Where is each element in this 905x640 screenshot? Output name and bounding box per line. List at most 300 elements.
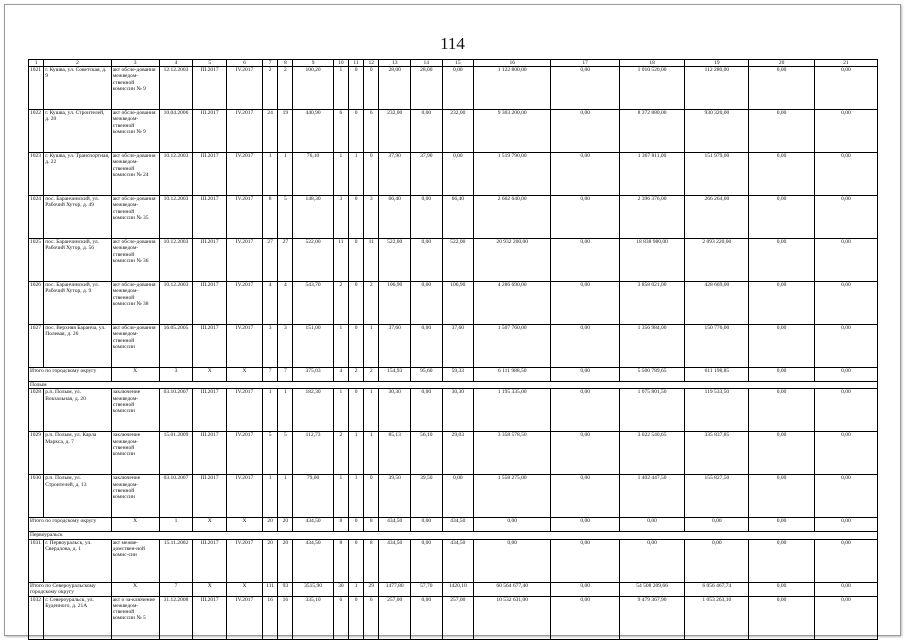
- table-cell: 7: [278, 368, 293, 382]
- column-number: 14: [410, 60, 442, 67]
- table-cell: 1: [333, 389, 348, 432]
- table-cell: IV.2017: [227, 110, 263, 153]
- table-cell: р.п. Полым, ул. Строителей, д. 13: [44, 475, 111, 518]
- table-cell: 0,00: [814, 282, 877, 325]
- table-cell: 0,00: [749, 475, 814, 518]
- table-cell: 1420,10: [442, 582, 474, 596]
- table-cell: 1: [348, 475, 363, 518]
- table-cell: 0,00: [410, 539, 442, 582]
- table-cell: 0,00: [749, 110, 814, 153]
- table-cell: IV.2017: [227, 475, 263, 518]
- table-cell: 0,00: [410, 110, 442, 153]
- table-cell: 2: [333, 432, 348, 475]
- total-row: [29, 368, 878, 382]
- table-cell: 1027: [29, 325, 44, 368]
- column-number: 15: [442, 60, 474, 67]
- table-cell: 1 507 760,00: [474, 325, 551, 368]
- table-cell: 0,00: [410, 389, 442, 432]
- table-cell: 232,00: [442, 110, 474, 153]
- table-cell: 4 286 690,00: [474, 282, 551, 325]
- table-cell: 0: [348, 67, 363, 110]
- column-number: 19: [685, 60, 749, 67]
- table-cell: 0,00: [749, 518, 814, 532]
- table-cell: 6: [333, 110, 348, 153]
- table-cell: 03.10.2007: [159, 389, 193, 432]
- table-cell: пос. Баранчинский, ул. Рабочий Хутор, д. 9: [44, 282, 111, 325]
- table-cell: 3: [364, 196, 379, 239]
- table-cell: 0,00: [619, 539, 684, 582]
- table-cell: 182,30: [293, 389, 333, 432]
- table-cell: 151 979,00: [685, 153, 749, 196]
- table-cell: 100,20: [293, 67, 333, 110]
- table-cell: 1: [278, 153, 293, 196]
- table-cell: 60 564 677,40: [474, 582, 551, 596]
- table-cell: 0,00: [551, 582, 620, 596]
- table-row: [29, 110, 878, 153]
- table-cell: пос. Баранчинский, ул. Рабочий Хутор, д. 49: [44, 196, 111, 239]
- table-cell: г. Кушва, ул. Советская, д. 9: [44, 67, 111, 110]
- table-cell: 7: [159, 582, 193, 596]
- table-cell: 3: [262, 325, 277, 368]
- table-cell: 2 093 220,00: [685, 239, 749, 282]
- table-cell: III.2017: [193, 153, 227, 196]
- table-cell: 112,73: [293, 432, 333, 475]
- column-number: 7: [262, 60, 277, 67]
- column-number: 5: [193, 60, 227, 67]
- total-label: Итого по Североуральскому городскому округу: [29, 582, 112, 596]
- table-cell: 54 508 209,66: [619, 582, 684, 596]
- table-cell: 30,30: [379, 389, 411, 432]
- table-row: [29, 325, 878, 368]
- table-cell: IV.2017: [227, 596, 263, 639]
- table-cell: 1026: [29, 282, 44, 325]
- table-cell: 1: [278, 389, 293, 432]
- table-cell: 0: [348, 282, 363, 325]
- table-cell: 27: [278, 239, 293, 282]
- table-cell: акт о за-ключение межведом-ственной комиссии № 5: [111, 596, 159, 639]
- table-cell: IV.2017: [227, 196, 263, 239]
- table-cell: 20: [262, 539, 277, 582]
- table-cell: 0,00: [814, 389, 877, 432]
- column-number: 10: [333, 60, 348, 67]
- table-cell: акт межве-домствен-ной комис-сии: [111, 539, 159, 582]
- table-cell: 0,00: [551, 596, 620, 639]
- table-body: [29, 60, 878, 640]
- table-cell: акт обсле-дования межведом-ственной комиссии № 9: [111, 110, 159, 153]
- table-cell: 1 075 801,50: [619, 389, 684, 432]
- table-cell: 66,40: [379, 196, 411, 239]
- table-cell: 76,10: [293, 153, 333, 196]
- table-cell: 11: [364, 239, 379, 282]
- table-cell: 0,00: [551, 389, 620, 432]
- table-cell: IV.2017: [227, 282, 263, 325]
- table-cell: 0,00: [551, 153, 620, 196]
- table-cell: 3: [333, 196, 348, 239]
- table-cell: 1 053 263,10: [685, 596, 749, 639]
- table-cell: 2: [348, 368, 363, 382]
- table-cell: 2: [364, 368, 379, 382]
- column-number: 13: [379, 60, 411, 67]
- table-row: [29, 539, 878, 582]
- table-cell: 4: [333, 368, 348, 382]
- table-cell: 0,00: [814, 153, 877, 196]
- column-number: 2: [44, 60, 111, 67]
- table-cell: 0,00: [749, 368, 814, 382]
- table-cell: 0: [348, 110, 363, 153]
- column-number: 9: [293, 60, 333, 67]
- table-cell: 2 396 376,00: [619, 196, 684, 239]
- group-label: Полым: [29, 382, 878, 389]
- table-cell: 8: [262, 196, 277, 239]
- table-cell: 1032: [29, 596, 44, 639]
- table-cell: 522,00: [293, 239, 333, 282]
- table-cell: 0: [348, 539, 363, 582]
- table-cell: 0: [348, 389, 363, 432]
- table-cell: 15.11.2002: [159, 539, 193, 582]
- table-cell: 31.12.2008: [159, 596, 193, 639]
- table-cell: 0,00: [749, 432, 814, 475]
- table-cell: 1 356 984,00: [619, 325, 684, 368]
- column-number: 20: [749, 60, 814, 67]
- table-cell: акт обсле-дования межведом-ственной комиссии № 36: [111, 239, 159, 282]
- table-cell: IV.2017: [227, 67, 263, 110]
- table-cell: 19: [278, 110, 293, 153]
- table-cell: 0: [348, 518, 363, 532]
- table-cell: 57,70: [410, 582, 442, 596]
- table-cell: р.п. Полым, ул. Вокзальная, д. 20: [44, 389, 111, 432]
- table-cell: 0,00: [474, 518, 551, 532]
- table-cell: 0,00: [814, 196, 877, 239]
- table-cell: III.2017: [193, 539, 227, 582]
- table-cell: 8: [364, 539, 379, 582]
- table-cell: 335 837,85: [685, 432, 749, 475]
- table-cell: 8 372 880,00: [619, 110, 684, 153]
- table-cell: 151,00: [293, 325, 333, 368]
- table-cell: 0,00: [551, 282, 620, 325]
- table-cell: 20: [278, 539, 293, 582]
- table-cell: 148,30: [293, 196, 333, 239]
- table-cell: 375,03: [293, 368, 333, 382]
- table-cell: 428 669,00: [685, 282, 749, 325]
- table-cell: 0,00: [551, 368, 620, 382]
- table-cell: 1: [348, 582, 363, 596]
- table-cell: 0: [364, 475, 379, 518]
- table-cell: 37,60: [442, 325, 474, 368]
- table-cell: 6 056 467,74: [685, 582, 749, 596]
- table-cell: 1 519 790,00: [474, 153, 551, 196]
- table-cell: 434,50: [293, 539, 333, 582]
- table-cell: III.2017: [193, 475, 227, 518]
- table-cell: 1 558 275,00: [474, 475, 551, 518]
- table-cell: 0: [348, 325, 363, 368]
- table-cell: 0,00: [814, 475, 877, 518]
- table-cell: 0,00: [814, 596, 877, 639]
- table-cell: 0,00: [551, 518, 620, 532]
- table-cell: 79,00: [293, 475, 333, 518]
- table-cell: 0,00: [749, 325, 814, 368]
- table-cell: 0,00: [749, 389, 814, 432]
- table-cell: 16: [278, 596, 293, 639]
- table-row: [29, 153, 878, 196]
- table-cell: 1 010 520,00: [619, 67, 684, 110]
- table-cell: 10 532 631,00: [474, 596, 551, 639]
- table-cell: 30,30: [442, 389, 474, 432]
- table-cell: 150 776,00: [685, 325, 749, 368]
- table-cell: 18 838 980,00: [619, 239, 684, 282]
- table-cell: 155 827,50: [685, 475, 749, 518]
- group-row: [29, 532, 878, 539]
- table-cell: 434,50: [442, 518, 474, 532]
- table-cell: 522,00: [442, 239, 474, 282]
- table-cell: 3: [159, 368, 193, 382]
- table-cell: 0,00: [749, 282, 814, 325]
- table-cell: X: [111, 582, 159, 596]
- table-cell: 1025: [29, 239, 44, 282]
- table-cell: 2 662 640,00: [474, 196, 551, 239]
- table-cell: 30: [333, 582, 348, 596]
- table-cell: 24: [262, 110, 277, 153]
- table-cell: III.2017: [193, 596, 227, 639]
- table-cell: IV.2017: [227, 432, 263, 475]
- table-cell: 9 479 367,90: [619, 596, 684, 639]
- table-cell: X: [227, 518, 263, 532]
- table-cell: 1: [159, 518, 193, 532]
- table-cell: X: [227, 368, 263, 382]
- table-cell: 7: [262, 368, 277, 382]
- table-cell: 0: [364, 67, 379, 110]
- table-cell: 611 198,85: [685, 368, 749, 382]
- table-cell: 39,50: [379, 475, 411, 518]
- table-cell: 0,00: [410, 325, 442, 368]
- table-cell: 0,00: [814, 432, 877, 475]
- table-cell: 6: [364, 596, 379, 639]
- table-cell: 2: [262, 67, 277, 110]
- total-row: [29, 518, 878, 532]
- table-cell: 440,90: [293, 110, 333, 153]
- table-cell: 37,90: [410, 153, 442, 196]
- table-cell: 20: [278, 518, 293, 532]
- table-cell: 0: [364, 153, 379, 196]
- table-cell: 1022: [29, 110, 44, 153]
- table-cell: 15.01.2009: [159, 432, 193, 475]
- table-cell: 1 195 335,00: [474, 389, 551, 432]
- table-cell: 1: [348, 432, 363, 475]
- table-cell: г. Первоуральск, ул. Свердлова, д. 1: [44, 539, 111, 582]
- table-cell: 0,00: [410, 239, 442, 282]
- table-cell: 3 858 021,00: [619, 282, 684, 325]
- table-cell: 0,00: [442, 475, 474, 518]
- table-cell: III.2017: [193, 239, 227, 282]
- table-cell: 0,00: [410, 596, 442, 639]
- table-cell: 1: [333, 67, 348, 110]
- table-cell: 0,00: [814, 239, 877, 282]
- table-cell: пос. Баранчинский, ул. Рабочий Хутор, д. 56: [44, 239, 111, 282]
- table-cell: 1: [262, 153, 277, 196]
- table-cell: 28,00: [379, 67, 411, 110]
- table-cell: 0,00: [814, 368, 877, 382]
- table-cell: IV.2017: [227, 325, 263, 368]
- table-cell: 0,00: [551, 432, 620, 475]
- table-cell: 0,00: [551, 67, 620, 110]
- table-cell: 0,00: [814, 67, 877, 110]
- table-cell: 39,50: [410, 475, 442, 518]
- table-cell: 2: [333, 282, 348, 325]
- group-label: Первоуральск: [29, 532, 878, 539]
- table-cell: 0,00: [749, 196, 814, 239]
- housing-table: [28, 59, 878, 640]
- table-cell: X: [111, 368, 159, 382]
- table-cell: 112 280,00: [685, 67, 749, 110]
- table-cell: 0,00: [410, 196, 442, 239]
- table-cell: 1 367 811,00: [619, 153, 684, 196]
- table-cell: 335,10: [293, 596, 333, 639]
- table-cell: 111: [262, 582, 277, 596]
- table-cell: 20 932 200,00: [474, 239, 551, 282]
- table-cell: 1: [364, 432, 379, 475]
- table-cell: 0: [348, 596, 363, 639]
- table-cell: 85,13: [379, 432, 411, 475]
- table-cell: 5: [278, 432, 293, 475]
- table-cell: 434,50: [379, 539, 411, 582]
- table-cell: X: [111, 518, 159, 532]
- table-cell: 2: [364, 282, 379, 325]
- table-cell: 0,00: [814, 582, 877, 596]
- column-number: 11: [348, 60, 363, 67]
- table-cell: 106,90: [379, 282, 411, 325]
- table-cell: 1031: [29, 539, 44, 582]
- table-cell: III.2017: [193, 325, 227, 368]
- table-cell: 0,00: [749, 596, 814, 639]
- table-cell: акт обсле-дования межведом-ственной комиссии № 9: [111, 67, 159, 110]
- table-cell: 0,00: [814, 325, 877, 368]
- table-cell: III.2017: [193, 110, 227, 153]
- table-cell: 1: [333, 153, 348, 196]
- table-cell: 5 500 789,65: [619, 368, 684, 382]
- table-cell: 543,70: [293, 282, 333, 325]
- table-cell: IV.2017: [227, 539, 263, 582]
- table-cell: 5: [278, 196, 293, 239]
- table-cell: 5: [262, 432, 277, 475]
- column-number-row: [29, 60, 878, 67]
- total-row: [29, 582, 878, 596]
- table-cell: 434,50: [442, 539, 474, 582]
- table-cell: акт обсле-дования межведом-ственной комиссии: [111, 325, 159, 368]
- table-cell: IV.2017: [227, 389, 263, 432]
- total-label: Итого по городскому округу: [29, 368, 112, 382]
- table-cell: IV.2017: [227, 239, 263, 282]
- table-cell: 1: [333, 325, 348, 368]
- table-cell: 6 111 988,50: [474, 368, 551, 382]
- table-cell: X: [193, 518, 227, 532]
- column-number: 3: [111, 60, 159, 67]
- table-cell: 37,60: [379, 325, 411, 368]
- table-cell: 522,00: [379, 239, 411, 282]
- table-row: [29, 67, 878, 110]
- table-row: [29, 432, 878, 475]
- table-cell: 3: [278, 325, 293, 368]
- group-row: [29, 382, 878, 389]
- table-cell: X: [227, 582, 263, 596]
- column-number: 16: [474, 60, 551, 67]
- table-cell: 3515,90: [293, 582, 333, 596]
- table-cell: 434,50: [293, 518, 333, 532]
- table-cell: 1: [364, 325, 379, 368]
- table-cell: 0,00: [749, 539, 814, 582]
- table-cell: 0,00: [410, 518, 442, 532]
- table-cell: 8: [364, 518, 379, 532]
- table-cell: 0,00: [442, 67, 474, 110]
- table-cell: 12.12.2003: [159, 67, 193, 110]
- page-number: 114: [440, 34, 465, 53]
- table-cell: 0,00: [814, 110, 877, 153]
- table-row: [29, 389, 878, 432]
- table-cell: 0,00: [685, 518, 749, 532]
- table-cell: 0,00: [749, 67, 814, 110]
- table-cell: 10.12.2003: [159, 196, 193, 239]
- table-cell: X: [193, 368, 227, 382]
- table-row: [29, 475, 878, 518]
- table-cell: IV.2017: [227, 153, 263, 196]
- column-number: 4: [159, 60, 193, 67]
- table-cell: акт обсле-дования межведом-ственной комиссии № 38: [111, 282, 159, 325]
- table-cell: акт обсле-дования межведом-ственной комиссии № 35: [111, 196, 159, 239]
- table-cell: 0,00: [619, 518, 684, 532]
- table-cell: 1024: [29, 196, 44, 239]
- column-number: 21: [814, 60, 877, 67]
- table-cell: 0,00: [410, 282, 442, 325]
- table-cell: 10.04.2006: [159, 110, 193, 153]
- table-cell: г. Кушва, ул. Строителей, д. 20: [44, 110, 111, 153]
- column-number: 6: [227, 60, 263, 67]
- table-cell: 29: [364, 582, 379, 596]
- table-row: [29, 239, 878, 282]
- table-row: [29, 196, 878, 239]
- table-cell: 11: [333, 239, 348, 282]
- table-cell: 4: [278, 282, 293, 325]
- table-cell: заключение межведом-ственной комиссии: [111, 432, 159, 475]
- table-cell: 93: [278, 582, 293, 596]
- table-cell: 0,00: [749, 153, 814, 196]
- table-cell: р.п. Полым, ул. Карла Маркса, д. 7: [44, 432, 111, 475]
- table-cell: 0,00: [551, 110, 620, 153]
- table-cell: 10.12.2003: [159, 239, 193, 282]
- table-cell: 16.05.2005: [159, 325, 193, 368]
- table-cell: III.2017: [193, 196, 227, 239]
- table-cell: 37,90: [379, 153, 411, 196]
- table-cell: 0,00: [474, 539, 551, 582]
- total-label: Итого по городскому округу: [29, 518, 112, 532]
- table-cell: 56,10: [410, 432, 442, 475]
- table-cell: 1: [262, 475, 277, 518]
- table-cell: 8: [333, 518, 348, 532]
- table-cell: 1029: [29, 432, 44, 475]
- table-cell: 0,00: [685, 539, 749, 582]
- table-cell: 0,00: [551, 475, 620, 518]
- table-cell: 0,00: [551, 239, 620, 282]
- table-cell: заключение межведом-ственной комиссии: [111, 475, 159, 518]
- table-cell: 3 022 540,65: [619, 432, 684, 475]
- table-cell: 10.12.2003: [159, 282, 193, 325]
- table-cell: 8: [333, 539, 348, 582]
- table-cell: пос. Верхняя Баранча, ул. Полевая, д. 26: [44, 325, 111, 368]
- table-cell: 20: [262, 518, 277, 532]
- table-cell: 10.12.2003: [159, 153, 193, 196]
- table-cell: 0: [348, 239, 363, 282]
- table-row: [29, 596, 878, 639]
- table-cell: 434,50: [379, 518, 411, 532]
- table-cell: акт обсле-дования межведом-ственной комиссии № 24: [111, 153, 159, 196]
- table-cell: 27: [262, 239, 277, 282]
